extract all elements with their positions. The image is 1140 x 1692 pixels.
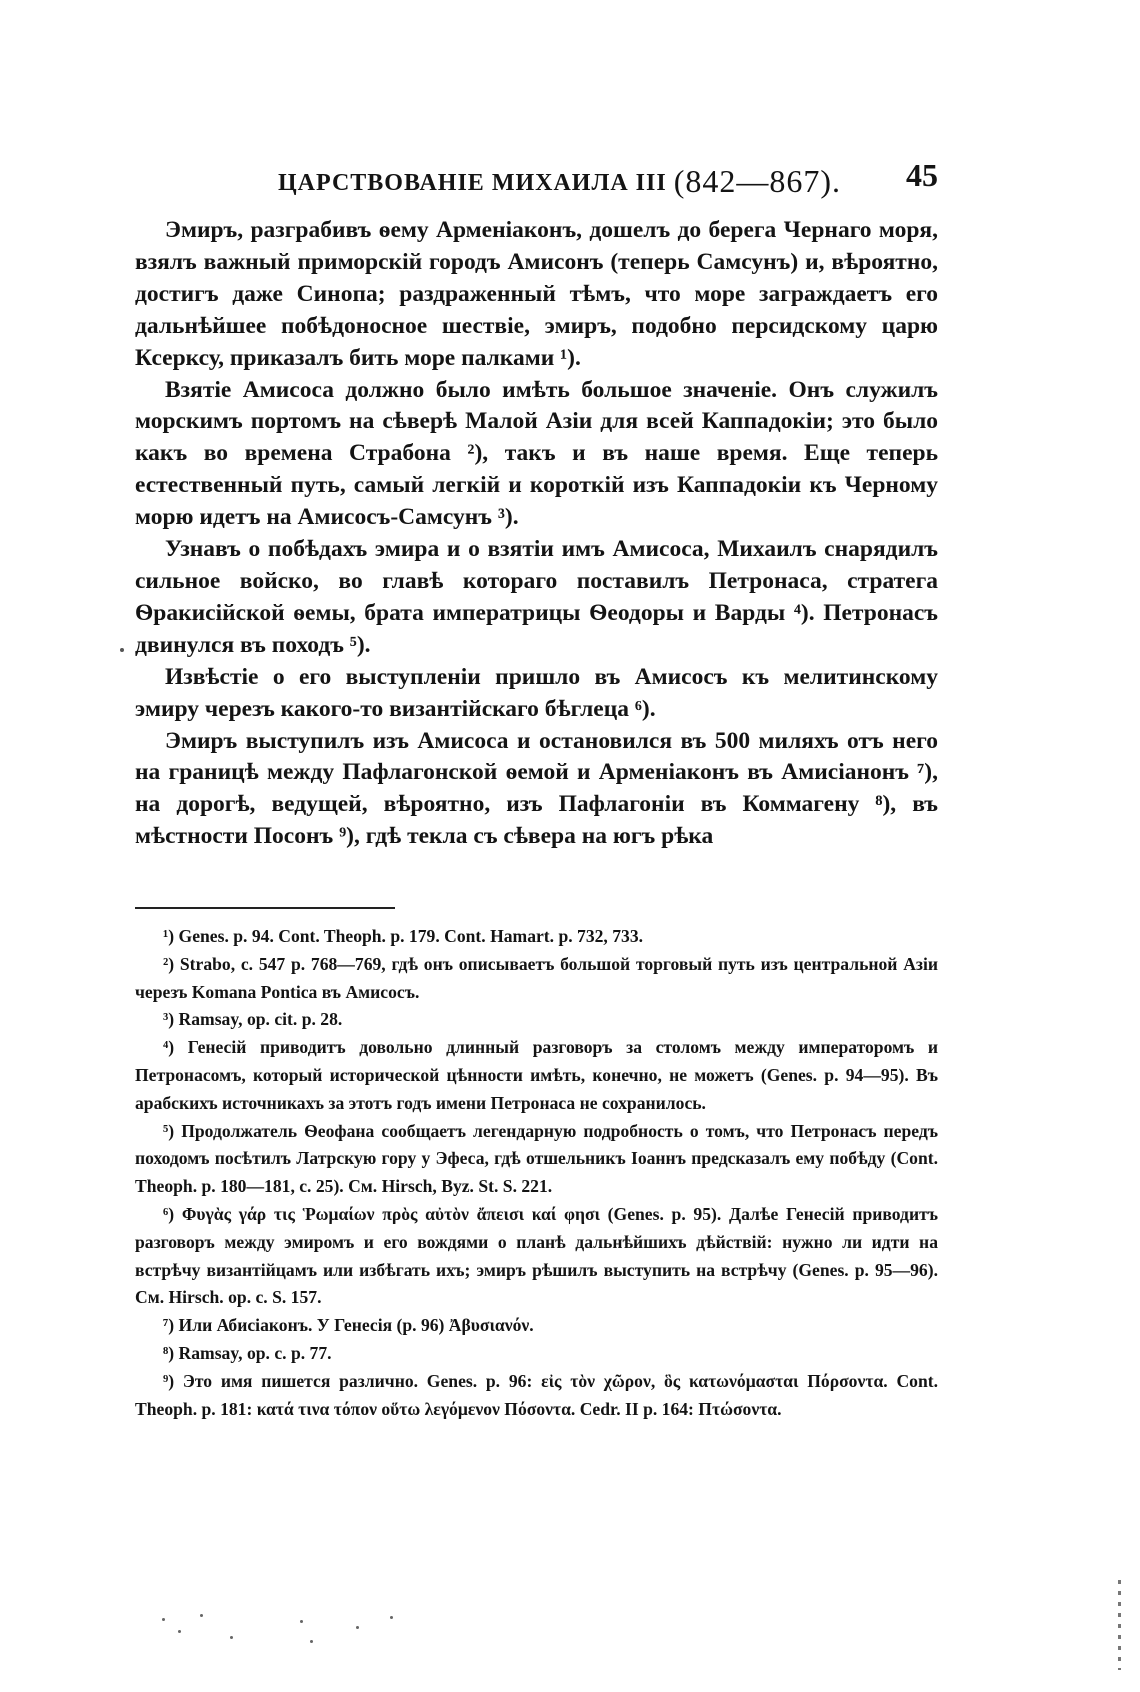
footnote-6: ⁶) Φυγὰς γάρ τις Ῥωμαίων πρὸς αὐτὸν ἄπεισι καί φησι (Genes. p. 95). Далѣе Генесій приводитъ разговоръ между эмиромъ и его вождями о планѣ дальнѣйшихъ дѣйствій: нужно ли идти на встрѣчу византійцамъ или избѣгать ихъ; эмиръ рѣшилъ выступить на встрѣчу (Genes. p. 95—96). См. Hirsch. op. c. S. 157. — [135, 1203, 938, 1308]
scan-edge-mark — [1118, 1580, 1121, 1670]
chapter-years: (842—867). — [673, 163, 842, 199]
footnotes — [135, 923, 938, 1423]
chapter-title-text: ЦАРСТВОВАНІЕ МИХАИЛА III — [278, 170, 667, 196]
paragraph-4: Извѣстіе о его выступленіи пришло въ Амисосъ къ мелитинскому эмиру черезъ какого-то византійскаго бѣглеца ⁶). — [135, 663, 938, 722]
running-header — [135, 153, 938, 199]
footnote-separator — [135, 907, 395, 909]
footnote-8: ⁸) Ramsay, op. c. p. 77. — [163, 1342, 332, 1363]
margin-dot — [120, 648, 124, 652]
footnote-5: ⁵) Продолжатель Ѳеофана сообщаетъ легендарную подробность о томъ, что Петронасъ передъ походомъ посѣтилъ Латрскую гору у Эфеса, гдѣ отшельникъ Іоаннъ предсказалъ ему побѣду (Cont. Theoph. p. 180—181, c. 25). См. Hirsch, Byz. St. S. 221. — [135, 1120, 938, 1197]
paragraph-1: Эмиръ, разграбивъ ѳему Арменіаконъ, дошелъ до берега Чернаго моря, взялъ важный приморскій городъ Амисонъ (теперь Самсунъ) и, вѣроятно, достигъ даже Синопа; раздраженный тѣмъ, что море заграждаетъ его дальнѣйшее побѣдоносное шествіе, эмиръ, подобно персидскому царю Ксерксу, приказалъ бить море палками ¹). — [135, 217, 938, 371]
footnote-2: ²) Strabo, c. 547 p. 768—769, гдѣ онъ описываетъ большой торговый путь изъ центральной Азіи черезъ Komana Pontica въ Амисосъ. — [135, 953, 938, 1002]
page-number: 45 — [906, 157, 938, 193]
paragraph-3: Узнавъ о побѣдахъ эмира и о взятіи имъ Амисоса, Михаилъ снарядилъ сильное войско, во главѣ котораго поставилъ Петронаса, стратега Ѳракисійской ѳемы, брата императрицы Ѳеодоры и Варды ⁴). Петронасъ двинулся въ походъ ⁵). — [135, 536, 938, 658]
scan-specks — [160, 1610, 420, 1650]
main-text — [135, 215, 938, 853]
footnote-4: ⁴) Генесій приводитъ довольно длинный разговоръ за столомъ между императоромъ и Петронасомъ, который исторической цѣнности имѣть, конечно, не можетъ (Genes. p. 94—95). Въ арабскихъ источникахъ за этотъ годъ имени Петронаса не сохранилось. — [135, 1037, 938, 1113]
footnote-9: ⁹) Это имя пишется различно. Genes. p. 96: εἰς τὸν χῶρον, ὃς κατωνόμασται Πόρσοντα. Cont. Theoph. p. 181: κατά τινα τόπον οὕτω λεγόμενον Πόσοντα. Cedr. II p. 164: Πτώσοντα. — [135, 1370, 938, 1419]
footnote-7: ⁷) Или Абисіаконъ. У Генесія (p. 96) Ἀβυσιανόν. — [163, 1315, 534, 1336]
footnote-1: ¹) Genes. p. 94. Cont. Theoph. p. 179. Cont. Hamart. p. 732, 733. — [163, 926, 644, 946]
footnote-3: ³) Ramsay, op. cit. p. 28. — [163, 1009, 343, 1030]
paragraph-5: Эмиръ выступилъ изъ Амисоса и остановился въ 500 миляхъ отъ него на границѣ между Пафлагонской ѳемой и Арменіаконъ въ Амисіанонъ ⁷), на дорогѣ, ведущей, вѣроятно, изъ Пафлагоніи въ Коммагену ⁸), въ мѣстности Посонъ ⁹), гдѣ текла съ сѣвера на югъ рѣка — [135, 727, 938, 850]
paragraph-2: Взятіе Амисоса должно было имѣть большое значеніе. Онъ служилъ морскимъ портомъ на сѣверѣ Малой Азіи для всей Каппадокіи; это было какъ во времена Страбона ²), такъ и въ наше время. Еще теперь естественный путь, самый легкій и короткій изъ Каппадокіи къ Черному морю идетъ на Амисосъ-Самсунъ ³). — [135, 376, 938, 531]
chapter-title — [278, 161, 841, 198]
